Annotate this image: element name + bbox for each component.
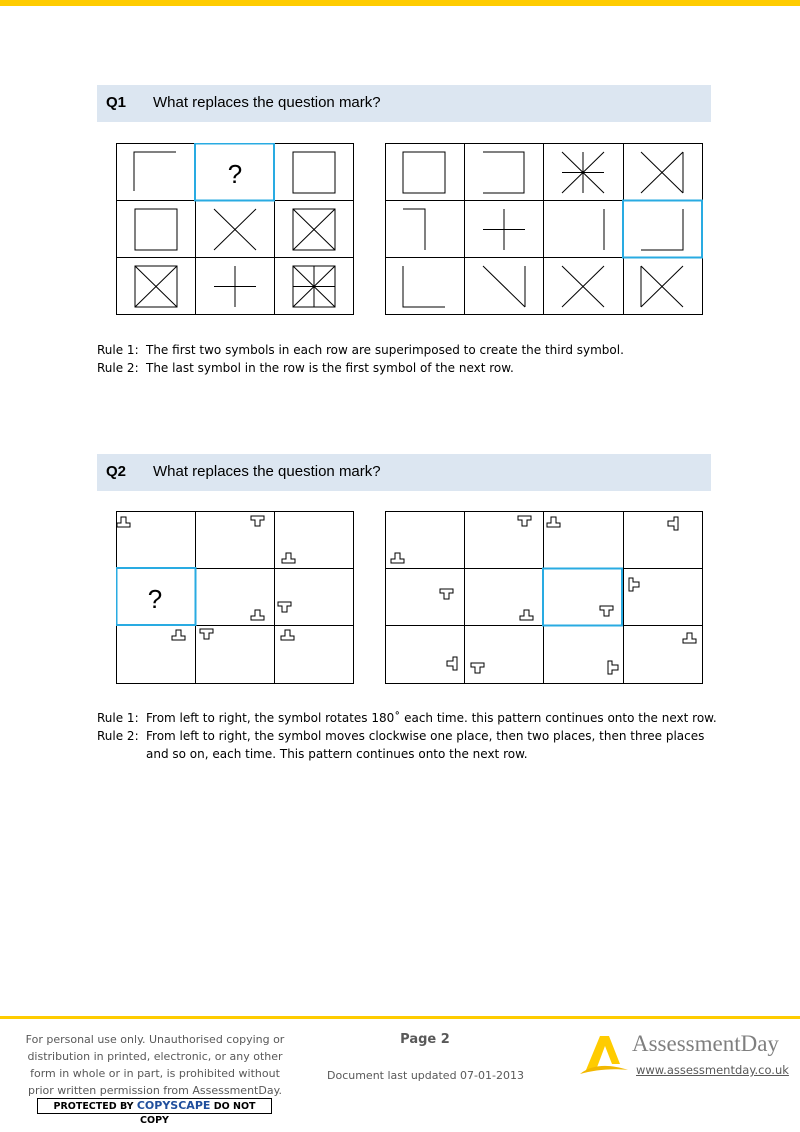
- q1-rule-2: [97, 359, 717, 377]
- q2-shape: [117, 517, 130, 527]
- q2-shape: [278, 602, 291, 612]
- q1-question-text: What replaces the question mark?: [153, 94, 381, 111]
- q2-shape: [282, 553, 295, 563]
- q2-rule-2: [97, 727, 717, 763]
- q1-option-diagonal-bracket[interactable]: [483, 266, 525, 307]
- q2-shape: [251, 516, 264, 526]
- q1-number: Q1: [106, 94, 127, 111]
- assessmentday-logo-text: AssessmentDay: [632, 1031, 779, 1056]
- q2-shape: [251, 610, 264, 620]
- q2-question-grid: [116, 511, 354, 684]
- q1-option-square[interactable]: [403, 152, 445, 193]
- q2-rule-1-label: Rule 1:: [97, 711, 139, 725]
- q2-question-mark: ?: [147, 584, 163, 614]
- footer-divider: [0, 1016, 800, 1019]
- copyscape-prefix: PROTECTED BY: [53, 1101, 134, 1112]
- q2-option-shape[interactable]: [447, 657, 457, 670]
- q1-cell-square-symbol: [135, 209, 177, 250]
- q1-answer-highlight: [623, 201, 702, 258]
- q1-option-cross[interactable]: [562, 266, 604, 307]
- q2-option-shape[interactable]: [471, 663, 484, 673]
- q2-shape: [172, 630, 185, 640]
- q2-shape: [200, 629, 213, 639]
- q1-cell-boxed-star-symbol: [293, 266, 335, 307]
- copyscape-badge[interactable]: [37, 1098, 272, 1126]
- q1-cell-cross-symbol: [214, 209, 256, 250]
- q1-cell-boxed-cross-symbol: [135, 266, 177, 307]
- q2-number: Q2: [106, 463, 127, 480]
- q2-option-shape[interactable]: [600, 606, 613, 616]
- q1-cell-plus-symbol: [214, 266, 256, 307]
- q2-rule-1: [97, 709, 717, 727]
- page-number: Page 2: [400, 1032, 450, 1047]
- q2-question-text: What replaces the question mark?: [153, 463, 381, 480]
- q1-option-bottom-left-corner[interactable]: [403, 266, 445, 307]
- q2-option-shape[interactable]: [608, 661, 618, 674]
- q2-option-shape[interactable]: [629, 578, 639, 591]
- q1-option-bottom-right-corner[interactable]: [641, 209, 683, 250]
- q2-answer-options-grid: [385, 511, 703, 684]
- q1-rule-1-text: The first two symbols in each row are superimposed to create the third symbol.: [146, 343, 624, 357]
- q1-option-plus[interactable]: [483, 209, 525, 250]
- q2-rule-2-label: Rule 2:: [97, 729, 139, 743]
- q1-option-bracket[interactable]: [483, 152, 524, 193]
- q1-question-grid: [116, 143, 354, 315]
- q1-rule-1: [97, 341, 717, 359]
- q1-cell-square-symbol: [293, 152, 335, 193]
- q2-rules: [97, 709, 717, 763]
- q2-option-shape[interactable]: [518, 516, 531, 526]
- q1-header: [97, 85, 711, 122]
- q1-cell-corner-symbol: [134, 152, 176, 191]
- top-accent-bar: [0, 0, 800, 6]
- q2-answer-highlight: [543, 569, 622, 626]
- q1-rule-2-text: The last symbol in the row is the first symbol of the next row.: [146, 361, 514, 375]
- q2-rule-2-text: From left to right, the symbol moves clockwise one place, then two places, then three places and so on, each time. This pattern continues onto the next row.: [146, 729, 705, 761]
- footer-disclaimer: For personal use only. Unauthorised copying or distribution in printed, electronic, or any other form in whole or in part, is prohibited without prior written permission from AssessmentDay.: [25, 1033, 285, 1097]
- assessmentday-logo-icon: [578, 1030, 630, 1076]
- q1-rule-2-label: Rule 2:: [97, 361, 139, 375]
- q2-option-shape[interactable]: [668, 517, 678, 530]
- q1-option-star[interactable]: [562, 152, 604, 193]
- q2-shape: [281, 630, 294, 640]
- q1-rule-1-label: Rule 1:: [97, 343, 139, 357]
- q1-option-bowtie[interactable]: [641, 152, 683, 193]
- q1-answer-options-grid: [385, 143, 703, 315]
- q1-option-open-bowtie[interactable]: [641, 266, 683, 307]
- q1-option-top-right-corner[interactable]: [403, 209, 425, 250]
- q2-option-shape[interactable]: [683, 633, 696, 643]
- assessmentday-url-link[interactable]: www.assessmentday.co.uk: [636, 1063, 789, 1077]
- q2-option-shape[interactable]: [440, 589, 453, 599]
- last-updated: Document last updated 07-01-2013: [327, 1069, 524, 1082]
- q1-cell-boxed-cross-symbol: [293, 209, 335, 250]
- q1-question-mark: ?: [227, 159, 243, 189]
- q2-rule-1-text: From left to right, the symbol rotates 180˚ each time. this pattern continues onto the next row.: [146, 711, 717, 725]
- q2-option-shape[interactable]: [520, 610, 533, 620]
- copyscape-brand: COPYSCAPE: [136, 1099, 211, 1112]
- q2-option-shape[interactable]: [391, 553, 404, 563]
- q2-option-shape[interactable]: [547, 517, 560, 527]
- q2-header: [97, 454, 711, 491]
- copyscape-suffix: DO NOT COPY: [140, 1101, 256, 1126]
- q1-rules: [97, 341, 717, 377]
